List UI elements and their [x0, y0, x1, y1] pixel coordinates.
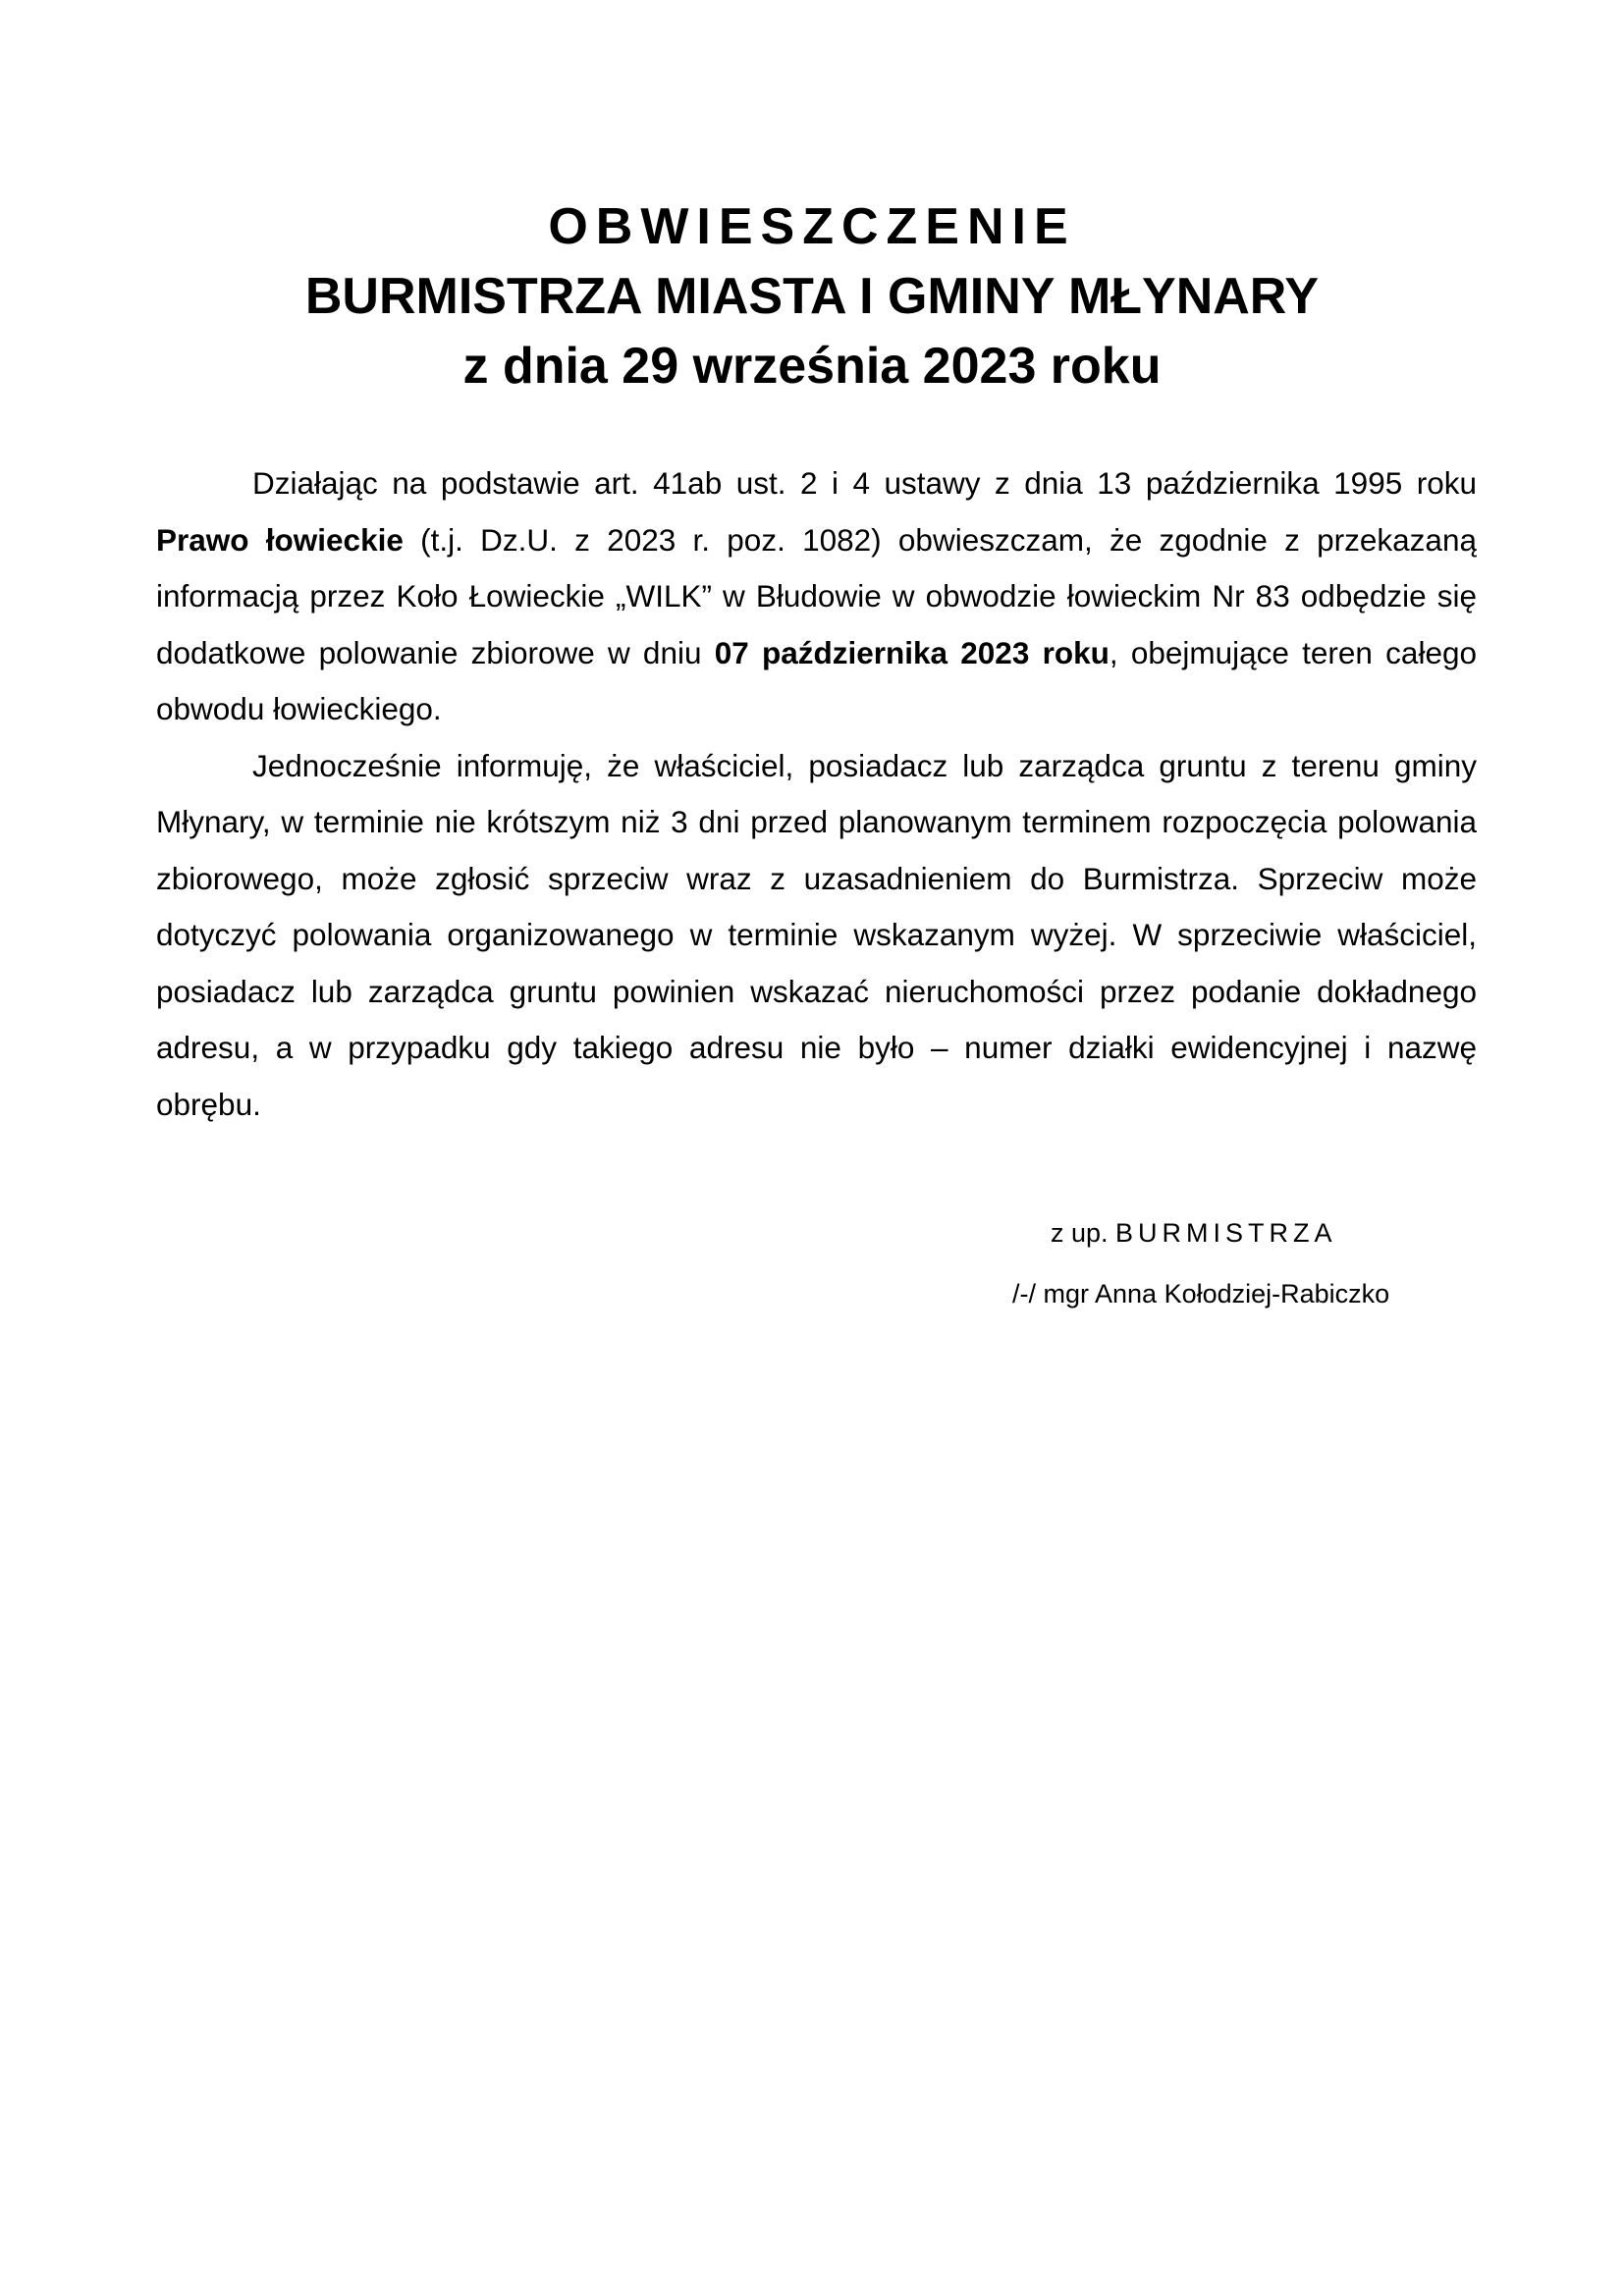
title-date: z dnia 29 września 2023 roku	[462, 338, 1162, 395]
document-body	[156, 455, 1477, 1133]
document-title	[0, 192, 1624, 401]
paragraph-objection-info: Jednocześnie informuję, że właściciel, posiadacz lub zarządca gruntu z terenu gminy Młynary, w terminie nie krótszym niż 3 dni przed planowanym terminem rozpoczęcia polowania zbiorowego, może zgłosić sprzeciw wraz z uzasadnieniem do Burmistrza. Sprzeciw może dotyczyć polowania organizowanego w terminie wskazanym wyżej. W sprzeciwie właściciel, posiadacz lub zarządca gruntu powinien wskazać nieruchomości przez podanie dokładnego adresu, a w przypadku gdy takiego adresu nie było – numer działki ewidencyjnej i nazwę obrębu.	[156, 747, 1477, 1122]
act-name: Prawo łowieckie	[156, 521, 404, 558]
paragraph-legal-basis	[156, 455, 1477, 738]
signature-name: /-/ mgr Anna Kołodziej-Rabiczko	[1012, 1279, 1390, 1308]
paragraph-1-text-c: , obejmujące teren całego obwodu łowieckiego.	[156, 634, 1477, 726]
signature-title: BURMISTRZA	[1115, 1218, 1337, 1248]
signature-prefix: z up.	[1051, 1218, 1116, 1248]
paragraph-1-text-a: Działając na podstawie art. 41ab ust. 2 i 4 ustawy z dnia 13 października 1995 roku	[252, 465, 1477, 501]
title-announcement: OBWIESZCZENIE	[548, 198, 1076, 255]
paragraph-1-text-b: (t.j. Dz.U. z 2023 r. poz. 1082) obwieszczam, że zgodnie z przekazaną informacją przez Koło Łowieckie „WILK” w Błudowie w obwodzie łowieckim Nr 83 odbędzie się dodatkowe polowanie zbiorowe w dniu	[156, 521, 1477, 670]
hunt-date: 07 października 2023 roku	[714, 634, 1110, 670]
title-issuer: BURMISTRZA MIASTA I GMINY MŁYNARY	[304, 268, 1320, 325]
signature-role	[1051, 1215, 1337, 1251]
